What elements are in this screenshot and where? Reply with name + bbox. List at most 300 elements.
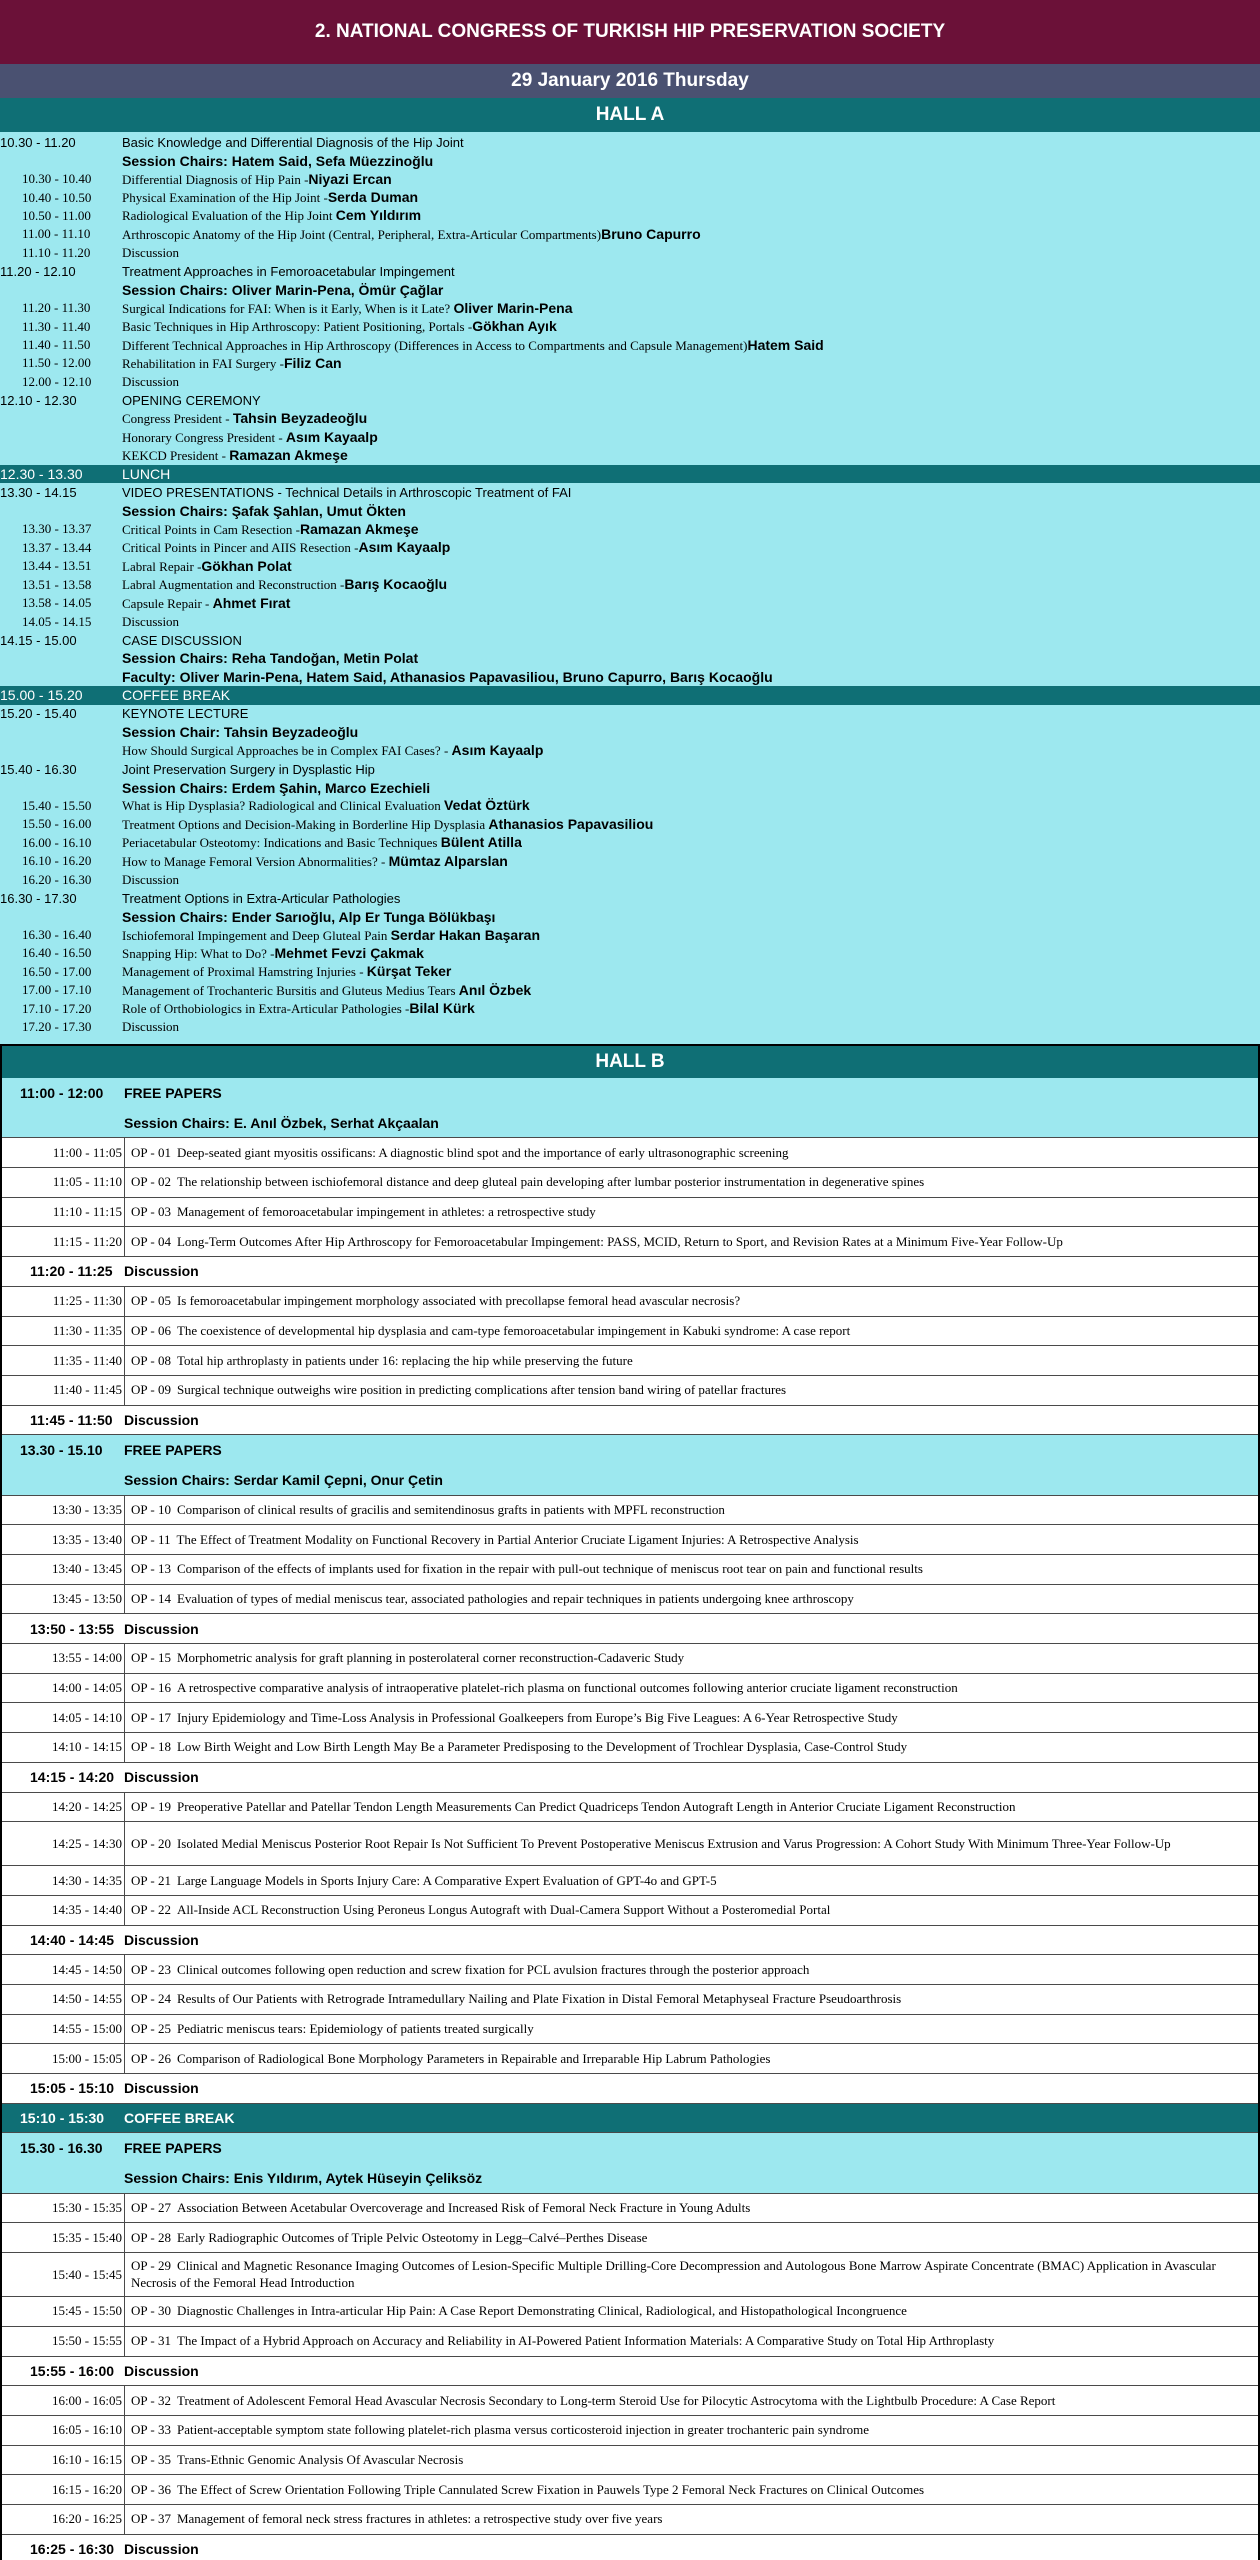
talk-title: Role of Orthobiologics in Extra-Articular Pathologies -	[122, 1001, 410, 1017]
paper-content	[124, 2194, 1258, 2223]
paper-title: Deep-seated giant myositis ossificans: A diagnostic blind spot and the importance of early ultrasonographic screening	[176, 1144, 789, 1160]
paper-code: OP - 28	[131, 2229, 171, 2245]
hall-b-title: HALL B	[595, 1051, 665, 1072]
hall-a-content	[122, 909, 1260, 925]
hall-a-content	[122, 393, 1260, 408]
session-title: Basic Knowledge and Differential Diagnosis of the Hip Joint	[122, 134, 464, 150]
hall-a-row-talk	[0, 299, 1260, 317]
hall-a-content	[122, 576, 1260, 593]
speaker-name: Ahmet Fırat	[212, 594, 291, 611]
hall-a-time: 17.00 - 17.10	[22, 982, 92, 998]
discussion-time: 15:05 - 15:10	[30, 2080, 115, 2097]
paper-title: All-Inside ACL Reconstruction Using Peroneus Longus Autograft with Dual-Camera Support Without a Posteromedial Portal	[176, 1902, 831, 1918]
paper-title: Pediatric meniscus tears: Epidemiology of patients treated surgically	[176, 2020, 534, 2036]
speaker-name: Bruno Capurro	[601, 225, 701, 242]
talk-title: Discussion	[122, 373, 180, 389]
paper-time: 11:25 - 11:30	[52, 1293, 122, 1309]
speaker-name: Asım Kayaalp	[358, 539, 451, 556]
paper-title: Comparison of Radiological Bone Morphology Parameters in Repairable and Irreparable Hip Labrum Pathologies	[176, 2050, 771, 2066]
paper-time: 13:35 - 13:40	[51, 1531, 122, 1547]
free-papers-session-header	[2, 1435, 1258, 1495]
hall-a-row-chair	[0, 281, 1260, 299]
paper-time: 11:35 - 11:40	[52, 1352, 122, 1368]
paper-code: OP - 29	[131, 2258, 171, 2274]
speaker-name: Athanasios Papavasiliou	[488, 815, 654, 832]
talk-title: Physical Examination of the Hip Joint -	[122, 190, 328, 206]
paper-time: 14:30 - 14:35	[51, 1872, 122, 1888]
hall-a-content	[122, 633, 1260, 648]
paper-code: OP - 22	[131, 1902, 171, 1918]
hall-a-row-talk	[0, 741, 1260, 759]
paper-time: 16:05 - 16:10	[51, 2422, 122, 2438]
speaker-name: Ramazan Akmeşe	[300, 520, 419, 537]
hall-a-row-talk	[0, 225, 1260, 243]
talk-title: Discussion	[122, 244, 180, 260]
hall-a-time: 16.30 - 16.40	[22, 927, 92, 943]
hall-a-time: 16.00 - 16.10	[22, 834, 92, 850]
paper-content	[124, 2475, 1258, 2504]
speaker-name: Tahsin Beyzadeoğlu	[232, 410, 368, 427]
discussion-label: Discussion	[124, 1769, 199, 1786]
paper-title: Preoperative Patellar and Patellar Tendon Length Measurements Can Predict Quadriceps Tendon Autograft Length in Anterior Cruciate Ligament Reconstruction	[176, 1798, 1016, 1814]
hall-a-row-talk	[0, 170, 1260, 188]
paper-content	[124, 1896, 1258, 1925]
hall-a-row-session	[0, 760, 1260, 778]
hall-a-content	[122, 153, 1260, 169]
hall-a-row-talk	[0, 871, 1260, 889]
discussion-label: Discussion	[124, 1263, 199, 1280]
paper-code: OP - 06	[131, 1322, 171, 1338]
discussion-row	[2, 1614, 1258, 1644]
talk-title: Rehabilitation in FAI Surgery -	[122, 355, 284, 371]
hall-a-content	[122, 374, 1260, 390]
paper-code: OP - 11	[131, 1531, 171, 1547]
talk-title: How Should Surgical Approaches be in Complex FAI Cases? -	[122, 743, 452, 759]
hall-a-row-talk	[0, 336, 1260, 354]
session-chairs: Session Chairs: E. Anıl Özbek, Serhat Akçaalan	[124, 1114, 439, 1131]
paper-code: OP - 03	[131, 1204, 171, 1220]
paper-title: The relationship between ischiofemoral distance and deep gluteal pain developing after lumbar posterior instrumentation in degenerative spines	[176, 1174, 925, 1190]
program-date: 29 January 2016 Thursday	[511, 70, 749, 91]
paper-code: OP - 01	[131, 1144, 171, 1160]
talk-title: Discussion	[122, 1019, 180, 1035]
hall-a-content	[122, 834, 1260, 851]
hall-a-time: 15.00 - 15.20	[0, 687, 83, 704]
paper-time: 11:30 - 11:35	[52, 1322, 122, 1338]
paper-title: Injury Epidemiology and Time-Loss Analysis in Professional Goalkeepers from Europe’s Big Five Leagues: A 6-Year Retrospective Study	[176, 1709, 898, 1725]
paper-time: 15:45 - 15:50	[51, 2303, 122, 2319]
talk-title: Discussion	[122, 613, 180, 629]
paper-title: Diagnostic Challenges in Intra-articular Hip Pain: A Case Report Demonstrating Clinical, Radiological, and Histopathological Incongruence	[176, 2303, 907, 2319]
talk-title: Differential Diagnosis of Hip Pain -	[122, 171, 309, 187]
paper-code: OP - 09	[131, 1382, 171, 1398]
paper-title: Morphometric analysis for graft planning in posterolateral corner reconstruction-Cadaveric Study	[176, 1650, 685, 1666]
paper-code: OP - 24	[131, 1991, 171, 2007]
hall-a-row-band	[0, 686, 1260, 704]
congress-title: 2. NATIONAL CONGRESS OF TURKISH HIP PRESERVATION SOCIETY	[314, 21, 946, 42]
hall-a-row-talk	[0, 317, 1260, 335]
hall-a-content	[122, 706, 1260, 721]
hall-a-row-talk	[0, 797, 1260, 815]
hall-a-time: 11.40 - 11.50	[22, 337, 91, 353]
speaker-name: Bilal Kürk	[409, 1000, 475, 1017]
paper-time: 14:20 - 14:25	[51, 1798, 122, 1814]
session-chairs-row	[2, 1465, 1258, 1495]
paper-content	[124, 2253, 1258, 2296]
paper-title: Early Radiographic Outcomes of Triple Pelvic Osteotomy in Legg–Calvé–Perthes Disease	[176, 2229, 648, 2245]
speaker-name: Barış Kocaoğlu	[344, 576, 448, 593]
paper-row	[2, 1896, 1258, 1926]
hall-a-time: 16.10 - 16.20	[22, 853, 92, 869]
paper-row	[2, 1138, 1258, 1168]
discussion-time: 14:40 - 14:45	[30, 1931, 115, 1948]
paper-content	[124, 2446, 1258, 2475]
paper-time: 11:05 - 11:10	[52, 1174, 122, 1190]
session-title: VIDEO PRESENTATIONS - Technical Details in Arthroscopic Treatment of FAI	[122, 485, 572, 501]
paper-time: 14:25 - 14:30	[51, 1835, 122, 1851]
paper-time: 15:40 - 15:45	[51, 2266, 122, 2282]
talk-title: Critical Points in Pincer and AIIS Resection -	[122, 540, 359, 556]
session-title: Treatment Approaches in Femoroacetabular Impingement	[122, 263, 455, 279]
hall-a-time: 11.20 - 12.10	[0, 263, 76, 279]
session-chairs: Session Chairs: Erdem Şahin, Marco Ezechieli	[122, 779, 431, 796]
hall-a-row-talk	[0, 520, 1260, 538]
paper-title: The Effect of Treatment Modality on Functional Recovery in Partial Anterior Cruciate Ligament Injuries: A Retrospective Analysis	[176, 1531, 859, 1547]
paper-code: OP - 33	[131, 2422, 171, 2438]
paper-row	[2, 1793, 1258, 1823]
paper-code: OP - 18	[131, 1739, 171, 1755]
speaker-name: Oliver Marin-Pena	[453, 299, 573, 316]
paper-time: 16:00 - 16:05	[51, 2392, 122, 2408]
paper-code: OP - 27	[131, 2200, 171, 2216]
paper-time: 11:00 - 11:05	[52, 1144, 122, 1160]
hall-a-content	[122, 521, 1260, 538]
paper-row	[2, 2446, 1258, 2476]
hall-a-content	[122, 410, 1260, 427]
paper-content	[124, 1674, 1258, 1703]
paper-code: OP - 19	[131, 1798, 171, 1814]
hall-a-time: 13.30 - 13.37	[22, 521, 92, 537]
hall-a-program	[0, 132, 1260, 1044]
discussion-row	[2, 1257, 1258, 1287]
hall-a-time: 15.40 - 15.50	[22, 797, 92, 813]
paper-title: Comparison of clinical results of gracilis and semitendinosus grafts in patients with MPFL reconstruction	[176, 1501, 725, 1517]
paper-code: OP - 17	[131, 1709, 171, 1725]
hall-a-time: 10.30 - 10.40	[22, 171, 92, 187]
paper-row	[2, 1985, 1258, 2015]
hall-a-row-chair	[0, 649, 1260, 667]
paper-time: 16:10 - 16:15	[51, 2451, 122, 2467]
talk-title: Radiological Evaluation of the Hip Joint	[122, 208, 336, 224]
paper-row	[2, 1555, 1258, 1585]
hall-a-content	[122, 687, 1260, 703]
paper-time: 15:00 - 15:05	[51, 2050, 122, 2066]
paper-code: OP - 08	[131, 1352, 171, 1368]
hall-a-row-talk	[0, 539, 1260, 557]
hall-a-content	[122, 963, 1260, 980]
hall-a-content	[122, 355, 1260, 372]
paper-content	[124, 2327, 1258, 2356]
discussion-label: Discussion	[124, 2362, 199, 2379]
hall-a-time: 14.05 - 14.15	[22, 613, 92, 629]
paper-title: Total hip arthroplasty in patients under 16: replacing the hip while preserving the future	[176, 1352, 633, 1368]
paper-content	[124, 2297, 1258, 2326]
paper-content	[124, 1985, 1258, 2014]
paper-content	[124, 1733, 1258, 1762]
paper-row	[2, 1674, 1258, 1704]
hall-a-row-talk	[0, 852, 1260, 870]
paper-code: OP - 26	[131, 2050, 171, 2066]
hall-a-content	[122, 466, 1260, 482]
paper-row	[2, 2416, 1258, 2446]
hall-a-content	[122, 485, 1260, 500]
paper-time: 16:15 - 16:20	[51, 2481, 122, 2497]
paper-time: 15:35 - 15:40	[51, 2229, 122, 2245]
hall-a-time: 15.20 - 15.40	[0, 706, 77, 722]
session-title: Joint Preservation Surgery in Dysplastic Hip	[122, 761, 375, 777]
hall-a-time: 16.20 - 16.30	[22, 871, 92, 887]
paper-code: OP - 02	[131, 1174, 171, 1190]
paper-content	[124, 2505, 1258, 2534]
session-chairs-row	[2, 2163, 1258, 2193]
session-chairs: Session Chairs: Reha Tandoğan, Metin Polat	[122, 650, 419, 667]
paper-title: The Effect of Screw Orientation Following Triple Cannulated Screw Fixation in Pauwels Type 2 Femoral Neck Fractures on Clinical Outcomes	[176, 2481, 925, 2497]
paper-content	[124, 1793, 1258, 1822]
paper-content	[124, 1317, 1258, 1346]
session-chairs-row	[2, 1108, 1258, 1138]
paper-title: Treatment of Adolescent Femoral Head Avascular Necrosis Secondary to Long-term Steroid Use for Pilocytic Astrocytoma with the Lightbulb Procedure: A Case Report	[176, 2392, 1056, 2408]
session-chairs: Session Chair: Tahsin Beyzadeoğlu	[122, 724, 359, 741]
hall-a-time: 11.30 - 11.40	[22, 318, 91, 334]
session-title-row	[2, 1435, 1258, 1465]
session-title-row	[2, 2133, 1258, 2163]
speaker-name: Gökhan Polat	[201, 557, 292, 574]
talk-title: Labral Augmentation and Reconstruction -	[122, 577, 345, 593]
paper-content	[124, 1644, 1258, 1673]
paper-code: OP - 04	[131, 1233, 171, 1249]
hall-a-content	[122, 982, 1260, 999]
session-title: CASE DISCUSSION	[122, 632, 242, 648]
hall-a-header	[0, 98, 1260, 132]
speaker-name: Asım Kayaalp	[451, 742, 544, 759]
paper-title: The coexistence of developmental hip dysplasia and cam-type femoroacetabular impingement in Kabuki syndrome: A case report	[176, 1322, 851, 1338]
paper-title: Patient-acceptable symptom state following platelet-rich plasma versus corticosteroid injection in greater trochanteric pain syndrome	[176, 2422, 869, 2438]
hall-a-time: 11.20 - 11.30	[22, 300, 91, 316]
hall-a-content	[122, 724, 1260, 740]
paper-title: Low Birth Weight and Low Birth Length May Be a Parameter Predisposing to the Development of Trochlear Dysplasia, Case-Control Study	[176, 1739, 908, 1755]
hall-a-content	[122, 135, 1260, 150]
hall-a-content	[122, 872, 1260, 888]
paper-time: 13:55 - 14:00	[51, 1650, 122, 1666]
break-title: COFFEE BREAK	[124, 2110, 235, 2127]
paper-time: 11:40 - 11:45	[52, 1382, 122, 1398]
paper-row	[2, 2327, 1258, 2357]
hall-a-time: 11.00 - 11.10	[22, 226, 91, 242]
paper-code: OP - 05	[131, 1293, 171, 1309]
hall-a-time: 11.50 - 12.00	[22, 355, 91, 371]
paper-time: 14:00 - 14:05	[51, 1680, 122, 1696]
hall-a-row-talk	[0, 815, 1260, 833]
paper-code: OP - 35	[131, 2451, 171, 2467]
discussion-time: 11:20 - 11:25	[30, 1263, 113, 1280]
hall-a-time: 15.40 - 16.30	[0, 761, 77, 777]
paper-content	[124, 1866, 1258, 1895]
hall-a-content	[122, 503, 1260, 519]
congress-title-banner	[0, 0, 1260, 64]
paper-row	[2, 1955, 1258, 1985]
talk-title: Treatment Options and Decision-Making in Borderline Hip Dysplasia	[122, 816, 489, 832]
paper-row	[2, 1822, 1258, 1866]
speaker-name: Niyazi Ercan	[308, 170, 392, 187]
hall-a-time: 13.44 - 13.51	[22, 558, 92, 574]
session-title: COFFEE BREAK	[122, 687, 231, 704]
free-papers-session-header	[2, 2133, 1258, 2193]
paper-time: 13:45 - 13:50	[51, 1591, 122, 1607]
paper-title: A retrospective comparative analysis of intraoperative platelet-rich plasma on functional outcomes following anterior cruciate ligament reconstruction	[176, 1680, 958, 1696]
hall-a-row-talk	[0, 594, 1260, 612]
hall-a-content	[122, 337, 1260, 354]
hall-a-time: 10.40 - 10.50	[22, 189, 92, 205]
hall-a-row-session	[0, 631, 1260, 649]
hall-a-row-session	[0, 483, 1260, 501]
discussion-time: 13:50 - 13:55	[30, 1620, 115, 1637]
hall-a-row-chair	[0, 723, 1260, 741]
paper-code: OP - 37	[131, 2511, 171, 2527]
paper-code: OP - 14	[131, 1591, 171, 1607]
paper-time: 11:10 - 11:15	[52, 1204, 122, 1220]
hall-a-row-session	[0, 133, 1260, 151]
paper-row	[2, 2194, 1258, 2224]
hall-a-time: 10.30 - 11.20	[0, 134, 76, 150]
paper-content	[124, 1496, 1258, 1525]
paper-title: Large Language Models in Sports Injury Care: A Comparative Expert Evaluation of GPT-4o and GPT-5	[176, 1872, 717, 1888]
paper-row	[2, 1287, 1258, 1317]
hall-a-row-talk	[0, 446, 1260, 464]
paper-row	[2, 2297, 1258, 2327]
talk-title: Capsule Repair -	[122, 595, 213, 611]
paper-content	[124, 2015, 1258, 2044]
session-title: LUNCH	[122, 466, 171, 483]
hall-a-row-talk	[0, 576, 1260, 594]
paper-row	[2, 1168, 1258, 1198]
session-chairs: Session Chairs: Hatem Said, Sefa Müezzinoğlu	[122, 152, 434, 169]
hall-a-content	[122, 945, 1260, 962]
hall-a-content	[122, 1000, 1260, 1017]
paper-row	[2, 1496, 1258, 1526]
paper-title: Trans-Ethnic Genomic Analysis Of Avascular Necrosis	[176, 2451, 464, 2467]
discussion-time: 15:55 - 16:00	[30, 2362, 115, 2379]
paper-row	[2, 1376, 1258, 1406]
paper-title: Management of femoroacetabular impingement in athletes: a retrospective study	[176, 1204, 596, 1220]
hall-a-content	[122, 816, 1260, 833]
paper-code: OP - 31	[131, 2333, 171, 2349]
hall-a-time: 16.40 - 16.50	[22, 945, 92, 961]
hall-a-content	[122, 853, 1260, 870]
hall-a-row-talk	[0, 244, 1260, 262]
paper-time: 14:55 - 15:00	[51, 2020, 122, 2036]
paper-content	[124, 2044, 1258, 2073]
speaker-name: Kürşat Teker	[366, 963, 452, 980]
hall-a-row-session	[0, 705, 1260, 723]
paper-content	[124, 1168, 1258, 1197]
hall-a-content	[122, 300, 1260, 317]
coffee-break-row	[2, 2104, 1258, 2134]
hall-a-content	[122, 762, 1260, 777]
paper-code: OP - 13	[131, 1561, 171, 1577]
hall-a-row-talk	[0, 963, 1260, 981]
hall-a-row-chair	[0, 151, 1260, 169]
hall-a-content	[122, 650, 1260, 666]
paper-code: OP - 15	[131, 1650, 171, 1666]
paper-row	[2, 1866, 1258, 1896]
paper-title: Comparison of the effects of implants used for fixation in the repair with pull-out technique of meniscus root tear on pain and functional results	[176, 1561, 923, 1577]
session-time: 13.30 - 15.10	[20, 1442, 103, 1459]
discussion-label: Discussion	[124, 2080, 199, 2097]
paper-content	[124, 1822, 1258, 1865]
talk-title: Honorary Congress President -	[122, 429, 286, 445]
discussion-row	[2, 1763, 1258, 1793]
paper-time: 11:15 - 11:20	[52, 1233, 122, 1249]
talk-title: Basic Techniques in Hip Arthroscopy: Patient Positioning, Portals -	[122, 319, 473, 335]
discussion-time: 11:45 - 11:50	[30, 1411, 113, 1428]
paper-content	[124, 1287, 1258, 1316]
paper-code: OP - 25	[131, 2020, 171, 2036]
paper-code: OP - 16	[131, 1680, 171, 1696]
paper-content	[124, 1555, 1258, 1584]
talk-title: Different Technical Approaches in Hip Arthroscopy (Differences in Access to Compartments and Capsule Management)	[122, 337, 748, 353]
session-chairs: Session Chairs: Serdar Kamil Çepni, Onur Çetin	[124, 1471, 443, 1488]
session-chairs: Session Chairs: Şafak Şahlan, Umut Ökten	[122, 502, 406, 519]
paper-title: Surgical technique outweighs wire position in predicting complications after tension band wiring of patellar fractures	[176, 1382, 787, 1398]
paper-row	[2, 2253, 1258, 2297]
paper-time: 13:40 - 13:45	[51, 1561, 122, 1577]
speaker-name: Hatem Said	[747, 336, 824, 353]
hall-a-content	[122, 669, 1260, 685]
hall-a-row-chair	[0, 907, 1260, 925]
paper-content	[124, 1955, 1258, 1984]
talk-title: Management of Proximal Hamstring Injuries -	[122, 964, 367, 980]
paper-time: 14:45 - 14:50	[51, 1961, 122, 1977]
paper-time: 13:30 - 13:35	[51, 1501, 122, 1517]
hall-a-time: 12.00 - 12.10	[22, 373, 92, 389]
speaker-name: Bülent Atilla	[440, 834, 522, 851]
hall-a-content	[122, 780, 1260, 796]
paper-row	[2, 1198, 1258, 1228]
speaker-name: Asım Kayaalp	[285, 428, 378, 445]
discussion-row	[2, 1406, 1258, 1436]
hall-a-content	[122, 539, 1260, 556]
paper-title: Association Between Acetabular Overcoverage and Increased Risk of Femoral Neck Fracture in Young Adults	[176, 2200, 751, 2216]
talk-title: Congress President -	[122, 411, 233, 427]
hall-a-time: 15.50 - 16.00	[22, 816, 92, 832]
talk-title: Periacetabular Osteotomy: Indications and Basic Techniques	[122, 835, 441, 851]
talk-title: How to Manage Femoral Version Abnormalities? -	[122, 853, 389, 869]
paper-code: OP - 20	[131, 1836, 171, 1852]
hall-b-program	[0, 1078, 1260, 2560]
paper-title: Long-Term Outcomes After Hip Arthroscopy for Femoroacetabular Impingement: PASS, MCID, Return to Sport, and Revision Rates at a Minimum Five-Year Follow-Up	[176, 1233, 1063, 1249]
hall-a-content	[122, 189, 1260, 206]
hall-a-time: 14.15 - 15.00	[0, 632, 77, 648]
hall-a-content	[122, 742, 1260, 759]
hall-a-content	[122, 207, 1260, 224]
speaker-name: Mehmet Fevzi Çakmak	[274, 944, 424, 961]
hall-a-row-chair	[0, 778, 1260, 796]
hall-a-row-talk	[0, 373, 1260, 391]
discussion-label: Discussion	[124, 1411, 199, 1428]
talk-title: Snapping Hip: What to Do? -	[122, 945, 275, 961]
hall-a-row-talk	[0, 834, 1260, 852]
hall-a-content	[122, 245, 1260, 261]
